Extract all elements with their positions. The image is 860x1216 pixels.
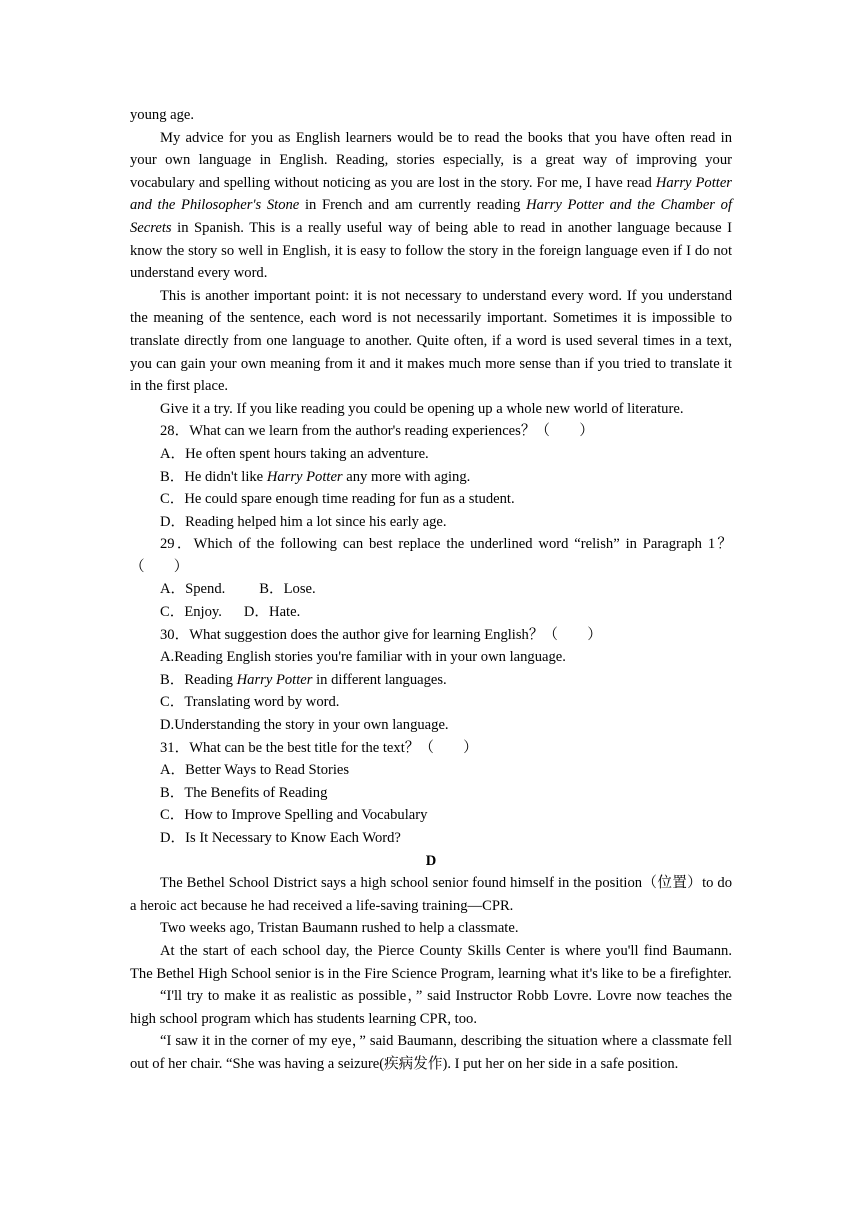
- question-29-stem: 29．Which of the following can best replace the underlined word “relish” in Paragraph 1？（ ）: [130, 536, 732, 575]
- question-28-option-b: B．He didn't like Harry Potter any more with aging.: [160, 468, 471, 485]
- question-31-option-b: B．The Benefits of Reading: [160, 784, 328, 801]
- passage-c-try-paragraph: Give it a try. If you like reading you could be opening up a whole new world of literature.: [160, 400, 684, 417]
- advice-text-1: My advice for you as English learners would be to read the books that you have often read in your own language in English. Reading, stories especially, is a great way of improving your vocabulary and spelling without noticing as you are lost in the story. For me, I have read: [130, 129, 732, 191]
- question-29-option-b: B．Lose.: [259, 581, 316, 598]
- question-29-option-a: A．Spend.: [160, 581, 226, 598]
- book-title-chamber-of-secrets: Harry Potter and the Chamber of Secrets: [130, 197, 732, 236]
- question-30-option-a: A.Reading English stories you're familiar with in your own language.: [160, 649, 566, 666]
- question-28-option-d: D．Reading helped him a lot since his early age.: [160, 513, 447, 530]
- question-30-option-d: D.Understanding the story in your own language.: [160, 717, 449, 734]
- question-29-options-row-1: [130, 578, 732, 601]
- question-28-option-a: A．He often spent hours taking an adventure.: [160, 445, 429, 462]
- question-29-option-c: C．Enjoy.: [160, 604, 222, 621]
- book-title-harry-potter: Harry Potter: [266, 468, 343, 485]
- book-title-harry-potter: Harry Potter: [236, 671, 313, 688]
- passage-d-paragraph-5: “I saw it in the corner of my eye，” said Baumann, describing the situation where a classmate fell out of her chair. “She was having a seizure(疾病发作). I put her on her side in a safe position.: [130, 1033, 732, 1072]
- passage-d-paragraph-2: Two weeks ago, Tristan Baumann rushed to help a classmate.: [160, 920, 519, 937]
- question-31-option-c: C．How to Improve Spelling and Vocabulary: [160, 807, 428, 824]
- question-29-options-row-2: [130, 601, 732, 624]
- passage-d-paragraph-4: “I'll try to make it as realistic as possible，” said Instructor Robb Lovre. Lovre now teaches the high school program which has students learning CPR, too.: [130, 988, 732, 1027]
- question-31-option-a: A．Better Ways to Read Stories: [160, 762, 350, 779]
- question-30-stem: 30．What suggestion does the author give for learning English？（ ）: [160, 626, 602, 643]
- document-body: [130, 104, 732, 1076]
- question-30-option-b: B．Reading Harry Potter in different languages.: [160, 671, 447, 688]
- passage-c-advice-paragraph: [130, 127, 732, 285]
- question-29-option-d: D．Hate.: [243, 604, 301, 621]
- question-31-stem: 31．What can be the best title for the text？（ ）: [160, 739, 478, 756]
- passage-d-paragraph-3: At the start of each school day, the Pierce County Skills Center is where you'll find Baumann. The Bethel High School senior is in the Fire Science Program, learning what it's like to be a firefighter.: [130, 942, 732, 982]
- question-31-option-d: D．Is It Necessary to Know Each Word?: [160, 830, 401, 846]
- book-title-philosophers-stone: Harry Potter and the Philosopher's Stone: [130, 174, 732, 214]
- advice-text-2: in French and am currently reading: [299, 197, 527, 214]
- advice-text-3: in Spanish. This is a really useful way of being able to read in another language because I know the story so well in English, it is easy to follow the story in the foreign language even if I do not understand every word.: [130, 219, 732, 282]
- passage-d-heading: D: [425, 852, 437, 869]
- passage-d-paragraph-1: The Bethel School District says a high school senior found himself in the position（位置）to do a heroic act because he had received a life-saving training—CPR.: [130, 875, 732, 914]
- passage-c-carry-over: young age.: [130, 107, 195, 123]
- question-28-option-c: C．He could spare enough time reading for fun as a student.: [160, 491, 515, 508]
- question-30-option-c: C．Translating word by word.: [160, 694, 340, 711]
- passage-c-point-paragraph: This is another important point: it is not necessary to understand every word. If you understand the meaning of the sentence, each word is not necessarily important. Sometimes it is impossible to translate directly from one language to another. Quite often, if a word is used several times in a text, you can gain your own meaning from it and it makes much more sense than if you tried to translate it in the first place.: [130, 287, 732, 395]
- question-28-stem: 28．What can we learn from the author's reading experiences？（ ）: [160, 423, 594, 440]
